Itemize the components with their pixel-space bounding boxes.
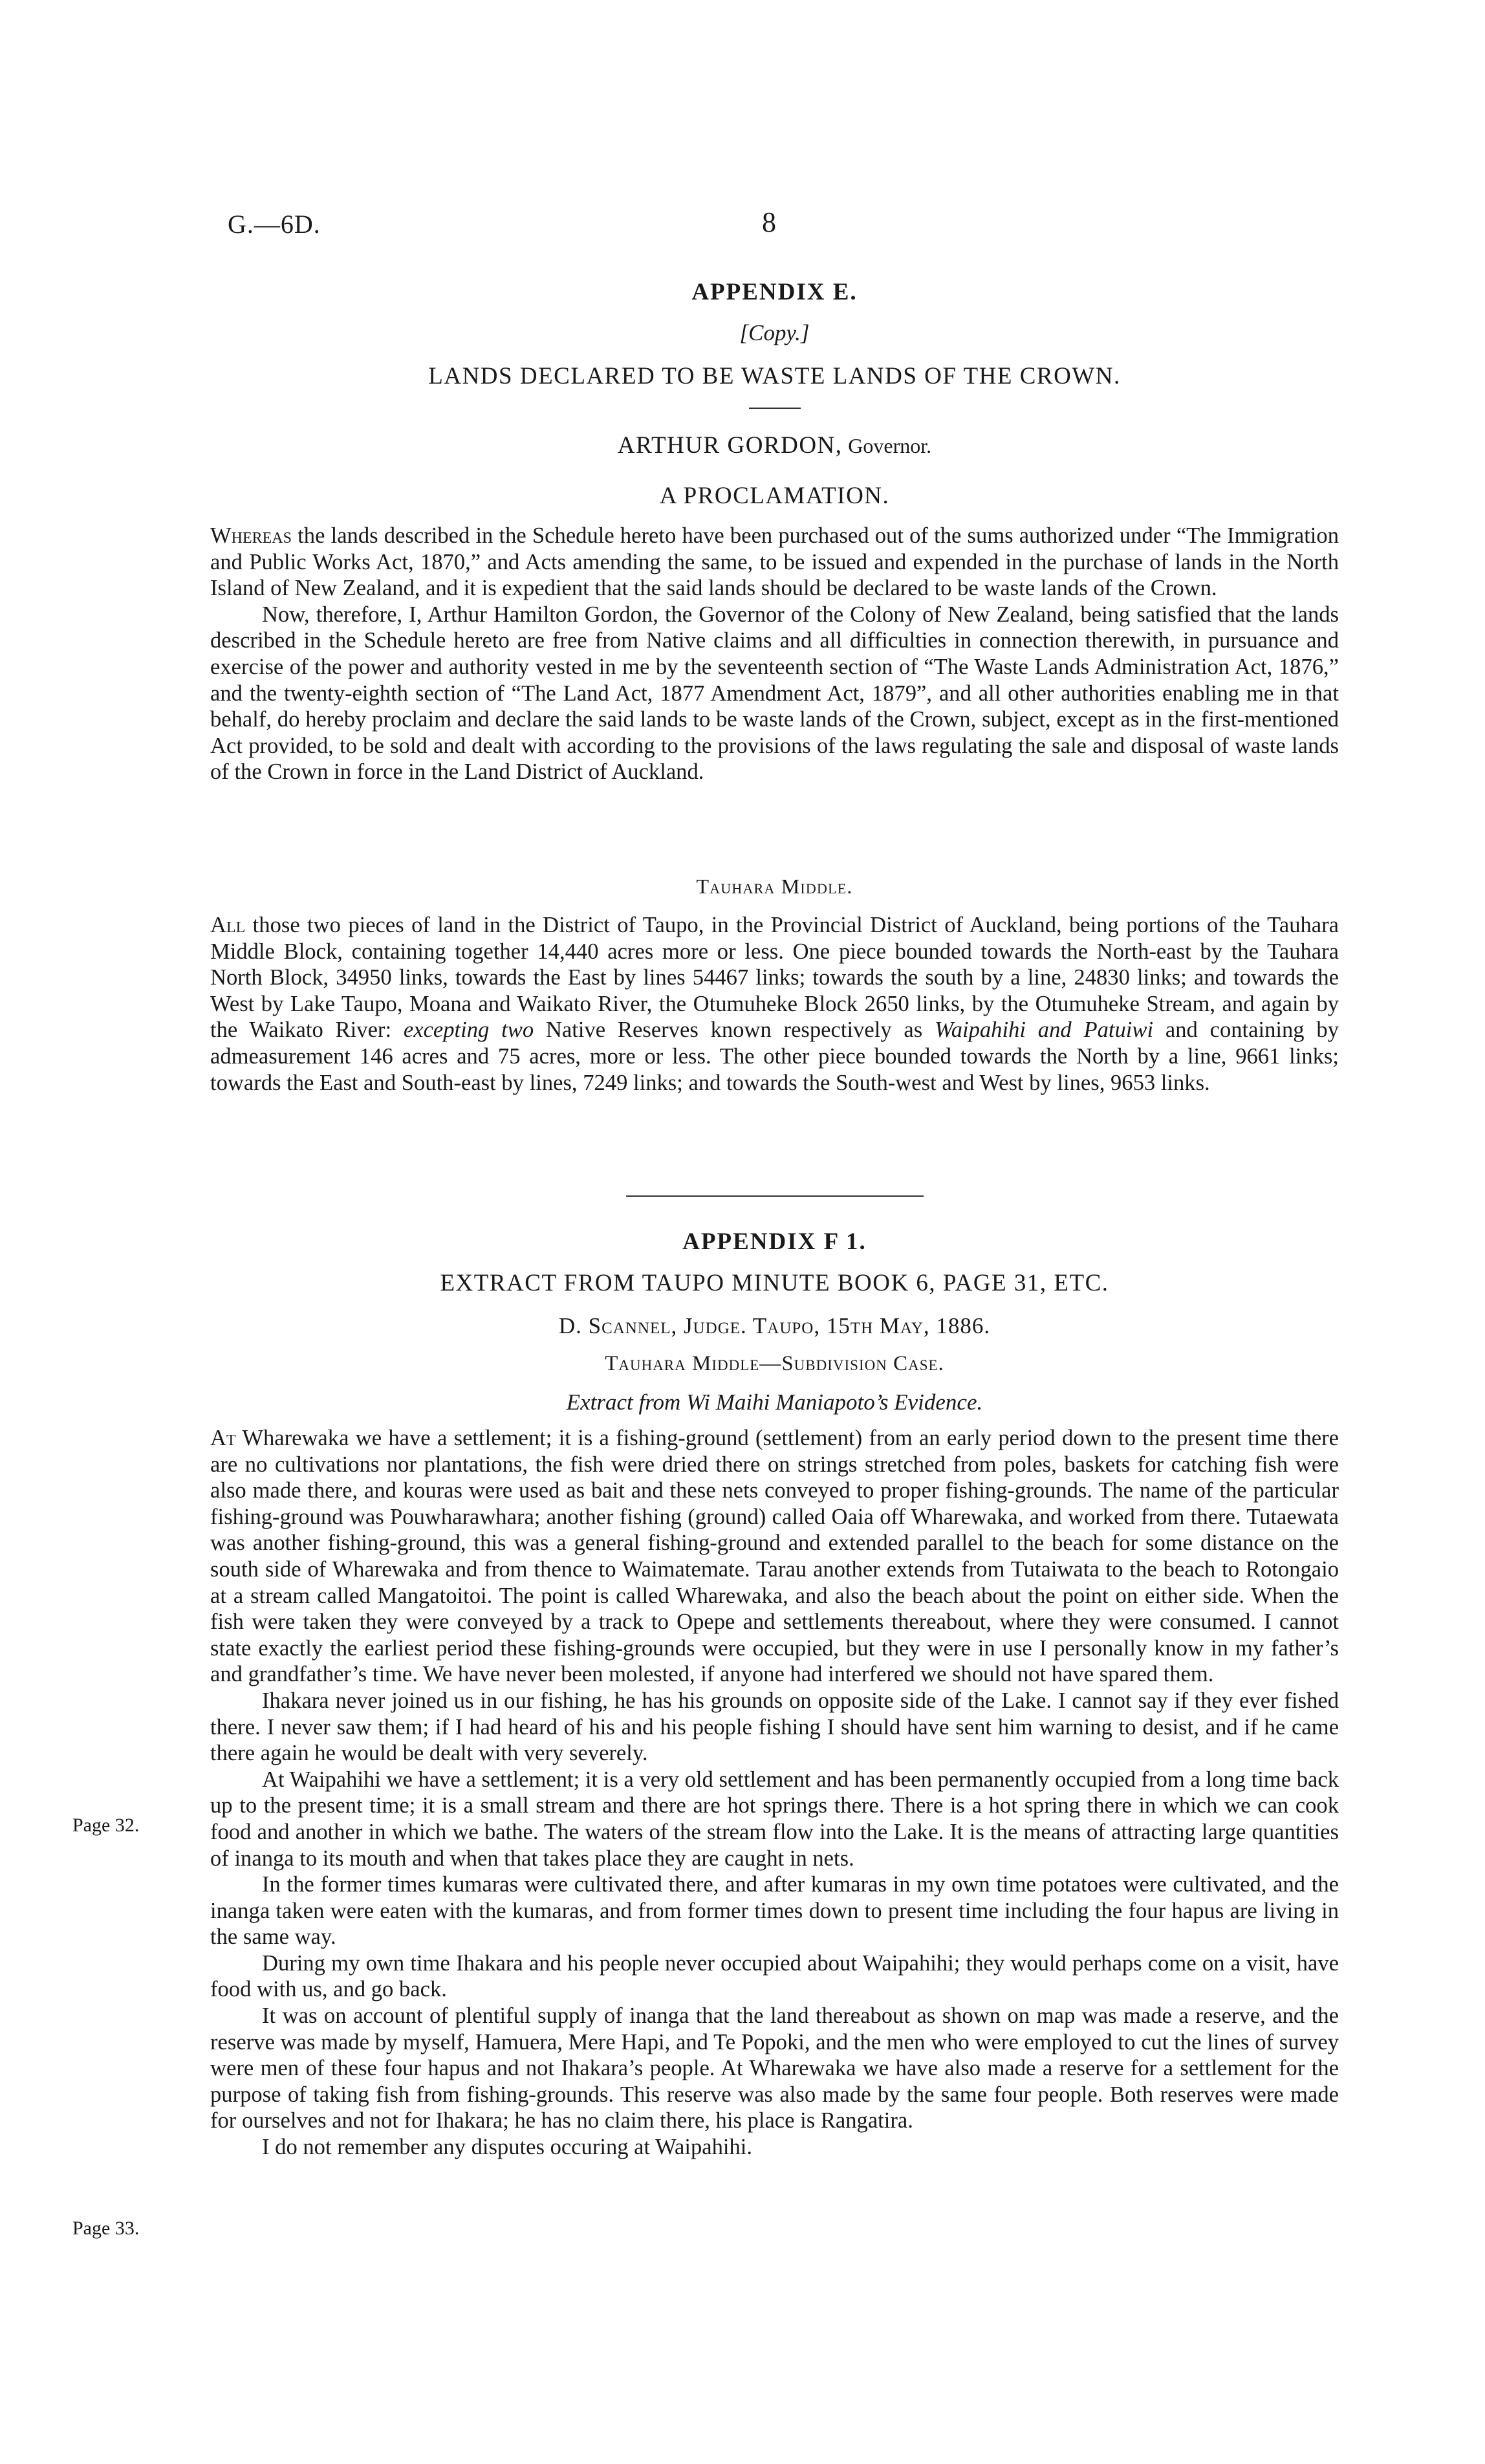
proclamation-title: A PROCLAMATION. xyxy=(659,483,890,509)
proclamation-body xyxy=(210,523,1339,785)
appendix-e-title: APPENDIX E. xyxy=(691,279,858,305)
evidence-paragraph-4: In the former times kumaras were cultivated there, and after kumaras in my own time potatoes were cultivated, and the inanga taken were eaten with the kumaras, and from former times down to present time including the four hapus are living in the same way. xyxy=(210,1872,1339,1950)
document-reference: G.—6D. xyxy=(228,210,321,239)
evidence-paragraph-7: I do not remember any disputes occuring at Waipahihi. xyxy=(262,2135,753,2160)
evidence-paragraph-6: It was on account of plentiful supply of inanga that the land thereabout as shown on map was made a reserve, and the reserve was made by myself, Hamuera, Mere Hapi, and Te Popoki, and the men who were employed to cut the lines of survey were men of these four hapus and not Ihakara’s people. At Wharewaka we have also made a reserve for a settlement for the purpose of taking fish from fishing-grounds. This reserve was also made by the same four people. Both reserves were made for ourselves and not for Ihakara; he has no claim there, his place is Rangatira. xyxy=(210,2003,1339,2133)
margin-note-page-32: Page 32. xyxy=(72,1815,140,1836)
appendix-f1-title: APPENDIX F 1. xyxy=(682,1228,867,1255)
section-divider xyxy=(626,1195,924,1197)
governor-name: ARTHUR GORDON, xyxy=(617,432,843,459)
governor-title: Governor. xyxy=(848,434,932,457)
evidence-paragraph-5: During my own time Ihakara and his people never occupied about Waipahihi; they would perhaps come on a visit, have food with us, and go back. xyxy=(210,1950,1339,2002)
short-divider xyxy=(749,408,801,409)
evidence-body xyxy=(210,1425,1339,2161)
evidence-paragraph-1: At Wharewaka we have a settlement; it is a fishing-ground (settlement) from an early period down to the present time there are no cultivations nor plantations, the fish were dried there on strings stretched from poles, baskets for catching fish were also made there, and kouras were used as bait and these nets conveyed to proper fishing-grounds. The name of the particular fishing-ground was Pouwharawhara; another fishing (ground) called Oaia off Wharewaka, and worked from there. Tutaewata was another fishing-ground, this was a general fishing-ground and extended parallel to the beach for some distance on the south side of Wharewaka and from thence to Waimatemate. Tarau another extends from Tutaiwata to the beach to Rotongaio at a stream called Mangatoitoi. The point is called Wharewaka, and also the beach about the point on either side. When the fish were taken they were conveyed by a track to Opepe and settlements thereabout, where they were consumed. I cannot state exactly the earliest period these fishing-grounds were occupied, but they were in use I personally know in my father’s and grandfather’s time. We have never been molested, if anyone had interfered we should not have spared them. xyxy=(210,1426,1339,1687)
at-word: At xyxy=(210,1426,236,1450)
all-word: All xyxy=(210,913,246,937)
appendix-e-heading: LANDS DECLARED TO BE WASTE LANDS OF THE CROWN. xyxy=(428,363,1121,389)
copy-note: [Copy.] xyxy=(739,320,810,345)
whereas-paragraph: Whereas the lands described in the Schedule hereto have been purchased out of the sums authorized under “The Immigration and Public Works Act, 1870,” and Acts amending the same, to be issued and expended in the purchase of lands in the North Island of New Zealand, and it is expedient that the said lands should be declared to be waste lands of the Crown. xyxy=(210,523,1339,601)
evidence-line: Extract from Wi Maihi Maniapoto’s Evidence. xyxy=(566,1390,983,1415)
appendix-f1-heading: EXTRACT FROM TAUPO MINUTE BOOK 6, PAGE 31, ETC. xyxy=(440,1270,1109,1296)
whereas-word: Whereas xyxy=(210,523,292,548)
page-number: 8 xyxy=(762,206,776,238)
schedule-body xyxy=(210,912,1339,1096)
schedule-heading: Tauhara Middle. xyxy=(696,875,853,898)
margin-note-page-33: Page 33. xyxy=(72,2218,140,2239)
evidence-paragraph-2: Ihakara never joined us in our fishing, he has his grounds on opposite side of the Lake. I cannot say if they ever fished there. I never saw them; if I had heard of his and his people fishing I should have sent him warning to desist, and if he came there again he would be dealt with very severely. xyxy=(210,1688,1339,1766)
evidence-paragraph-3: At Waipahihi we have a settlement; it is a very old settlement and has been permanently occupied from a long time back up to the present time; it is a small stream and there are hot springs there. There is a hot spring there in which we can cook food and another in which we bathe. The waters of the stream flow into the Lake. It is the means of attracting large quantities of inanga to its mouth and when that takes place they are caught in nets. xyxy=(210,1767,1339,1871)
governor-signature xyxy=(210,431,1339,459)
case-line: Tauhara Middle—Subdivision Case. xyxy=(605,1352,944,1375)
schedule-paragraph: All those two pieces of land in the District of Taupo, in the Provincial District of Auckland, being portions of the Tauhara Middle Block, containing together 14,440 acres more or less. One piece bounded towards the North-east by the Tauhara North Block, 34950 links, towards the East by lines 54467 links; towards the south by a line, 24830 links; and towards the West by Lake Taupo, Moana and Waikato River, the Otumuheke Block 2650 links, by the Otumuheke Stream, and again by the Waikato River: excepting two Native Reserves known respectively as Waipahihi and Patuiwi and containing by admeasurement 146 acres and 75 acres, more or less. The other piece bounded towards the North by a line, 9661 links; towards the East and South-east by lines, 7249 links; and towards the South-west and West by lines, 9653 links. xyxy=(210,913,1339,1095)
court-line: D. Scannel, Judge. Taupo, 15th May, 1886. xyxy=(558,1313,991,1338)
now-therefore-paragraph: Now, therefore, I, Arthur Hamilton Gordon, the Governor of the Colony of New Zealand, being satisfied that the lands described in the Schedule hereto are free from Native claims and all difficulties in connection therewith, in pursuance and exercise of the power and authority vested in me by the seventeenth section of “The Waste Lands Administration Act, 1876,” and the twenty-eighth section of “The Land Act, 1877 Amendment Act, 1879”, and all other authorities enabling me in that behalf, do hereby proclaim and declare the said lands to be waste lands of the Crown, subject, except as in the first-mentioned Act provided, to be sold and dealt with according to the provisions of the laws regulating the sale and disposal of waste lands of the Crown in force in the Land District of Auckland. xyxy=(210,602,1339,785)
